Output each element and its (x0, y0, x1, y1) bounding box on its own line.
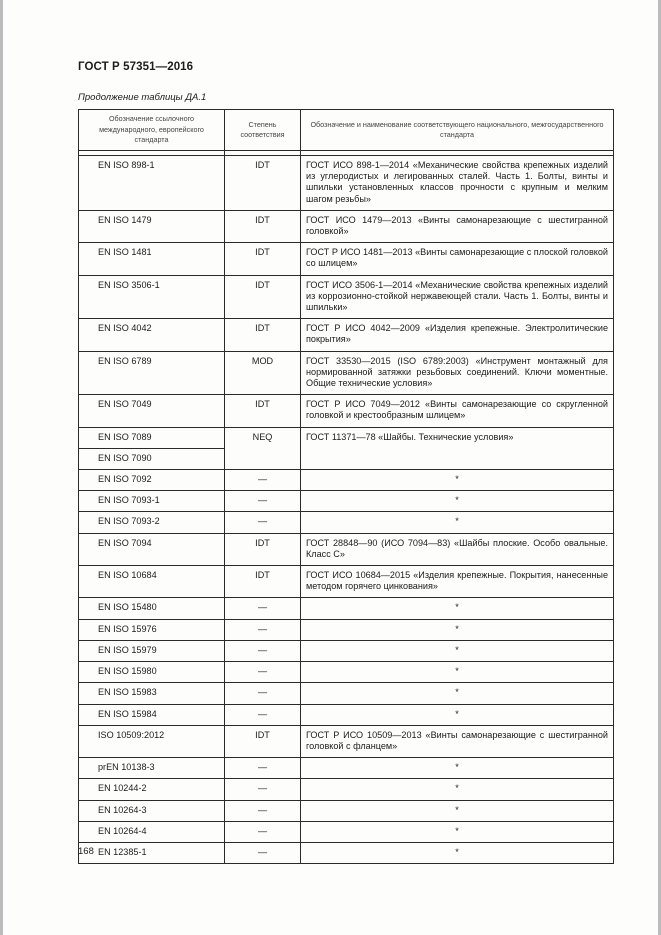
ref-cell: EN ISO 6789 (79, 351, 225, 395)
degree-cell-merged: NEQ (225, 427, 301, 469)
ref-cell: EN ISO 7092 (79, 470, 225, 491)
table-row (79, 533, 614, 565)
degree-cell: IDT (225, 566, 301, 598)
table-row (79, 779, 614, 800)
degree-cell: IDT (225, 533, 301, 565)
degree-cell: — (225, 619, 301, 640)
degree-cell: — (225, 758, 301, 779)
degree-cell: IDT (225, 275, 301, 319)
table-row (79, 842, 614, 863)
degree-cell: — (225, 683, 301, 704)
table-row (79, 512, 614, 533)
table-row (79, 427, 614, 448)
degree-cell: — (225, 491, 301, 512)
ref-cell: EN ISO 1479 (79, 210, 225, 242)
table-row (79, 319, 614, 351)
degree-cell: — (225, 662, 301, 683)
degree-cell: — (225, 821, 301, 842)
national-cell: * (301, 821, 614, 842)
table-row (79, 704, 614, 725)
degree-cell: — (225, 842, 301, 863)
national-cell: * (301, 598, 614, 619)
table-row (79, 598, 614, 619)
degree-cell: — (225, 512, 301, 533)
national-cell-merged: ГОСТ 11371—78 «Шайбы. Технические условия» (301, 427, 614, 469)
table-row (79, 491, 614, 512)
national-cell: * (301, 704, 614, 725)
national-cell: * (301, 640, 614, 661)
table-row (79, 395, 614, 427)
national-cell: * (301, 662, 614, 683)
national-cell: ГОСТ 28848—90 (ИСО 7094—83) «Шайбы плоские. Особо овальные. Класс С» (301, 533, 614, 565)
degree-cell: IDT (225, 210, 301, 242)
degree-cell: IDT (225, 243, 301, 275)
ref-cell: EN 12385-1 (79, 842, 225, 863)
national-cell: ГОСТ 33530—2015 (ISO 6789:2003) «Инструмент монтажный для нормированной затяжки резьбовых соединений. Ключи моментные. Общие технические условия» (301, 351, 614, 395)
ref-cell: EN ISO 3506-1 (79, 275, 225, 319)
table-row (79, 725, 614, 757)
table-row (79, 640, 614, 661)
national-cell: * (301, 842, 614, 863)
table-row (79, 662, 614, 683)
table-row (79, 156, 614, 211)
table-row (79, 351, 614, 395)
ref-cell: EN ISO 15980 (79, 662, 225, 683)
degree-cell: — (225, 640, 301, 661)
degree-cell: IDT (225, 725, 301, 757)
ref-cell: EN ISO 7093-1 (79, 491, 225, 512)
table-row (79, 758, 614, 779)
page-number: 168 (78, 846, 94, 857)
national-cell: ГОСТ ИСО 1479—2013 «Винты самонарезающие с шестигранной головкой» (301, 210, 614, 242)
page-edge-left (0, 0, 3, 935)
ref-cell: EN ISO 7090 (79, 448, 225, 469)
degree-cell: — (225, 800, 301, 821)
table-row (79, 800, 614, 821)
table-row (79, 243, 614, 275)
degree-cell: — (225, 598, 301, 619)
degree-cell: IDT (225, 395, 301, 427)
national-cell: * (301, 491, 614, 512)
ref-cell: EN 10264-4 (79, 821, 225, 842)
ref-cell: EN ISO 15984 (79, 704, 225, 725)
national-cell: * (301, 800, 614, 821)
header-national-standard: Обозначение и наименование соответствующего национального, межгосударственного стандарта (301, 110, 614, 151)
national-cell: ГОСТ Р ИСО 1481—2013 «Винты самонарезающие с плоской головкой со шлицем» (301, 243, 614, 275)
table-row (79, 470, 614, 491)
national-cell: ГОСТ ИСО 10684—2015 «Изделия крепежные. Покрытия, нанесенные методом горячего цинкования» (301, 566, 614, 598)
ref-cell: EN ISO 7093-2 (79, 512, 225, 533)
table-caption: Продолжение таблицы ДА.1 (78, 92, 207, 103)
national-cell: * (301, 470, 614, 491)
national-cell: ГОСТ ИСО 3506-1—2014 «Механические свойства крепежных изделий из коррозионно-стойкой нержавеющей стали. Часть 1. Болты, винты и шпильки» (301, 275, 614, 319)
ref-cell: EN ISO 898-1 (79, 156, 225, 211)
ref-cell: EN ISO 15480 (79, 598, 225, 619)
ref-cell: EN ISO 15976 (79, 619, 225, 640)
ref-cell: EN ISO 15979 (79, 640, 225, 661)
ref-cell: EN 10244-2 (79, 779, 225, 800)
degree-cell: MOD (225, 351, 301, 395)
ref-cell: EN ISO 4042 (79, 319, 225, 351)
national-cell: * (301, 619, 614, 640)
national-cell: ГОСТ ИСО 898-1—2014 «Механические свойства крепежных изделий из углеродистых и легированных сталей. Часть 1. Болты, винты и шпильки установленных классов прочности с крупным и мелким шагом резьбы» (301, 156, 614, 211)
degree-cell: IDT (225, 156, 301, 211)
header-reference-standard: Обозначение ссылочного международного, европейского стандарта (79, 110, 225, 151)
national-cell: ГОСТ Р ИСО 4042—2009 «Изделия крепежные. Электролитические покрытия» (301, 319, 614, 351)
ref-cell: EN ISO 1481 (79, 243, 225, 275)
document-title: ГОСТ Р 57351—2016 (78, 61, 194, 73)
table-row (79, 210, 614, 242)
national-cell: ГОСТ Р ИСО 10509—2013 «Винты самонарезающие с шестигранной головкой с фланцем» (301, 725, 614, 757)
table-row (79, 566, 614, 598)
national-cell: ГОСТ Р ИСО 7049—2012 «Винты самонарезающие со скругленной головкой и крестообразным шлицем» (301, 395, 614, 427)
table-row (79, 619, 614, 640)
ref-cell: EN ISO 7049 (79, 395, 225, 427)
ref-cell: EN ISO 15983 (79, 683, 225, 704)
ref-cell: ISO 10509:2012 (79, 725, 225, 757)
ref-cell: EN ISO 10684 (79, 566, 225, 598)
correspondence-table (78, 109, 614, 864)
national-cell: * (301, 758, 614, 779)
degree-cell: IDT (225, 319, 301, 351)
ref-cell: prEN 10138-3 (79, 758, 225, 779)
national-cell: * (301, 512, 614, 533)
ref-cell: EN 10264-3 (79, 800, 225, 821)
ref-cell: EN ISO 7089 (79, 427, 225, 448)
table-header-row (79, 110, 614, 151)
national-cell: * (301, 779, 614, 800)
ref-cell: EN ISO 7094 (79, 533, 225, 565)
national-cell: * (301, 683, 614, 704)
header-degree: Степень соответствия (225, 110, 301, 151)
degree-cell: — (225, 779, 301, 800)
degree-cell: — (225, 470, 301, 491)
degree-cell: — (225, 704, 301, 725)
table-row (79, 683, 614, 704)
table-row (79, 275, 614, 319)
table-row (79, 821, 614, 842)
